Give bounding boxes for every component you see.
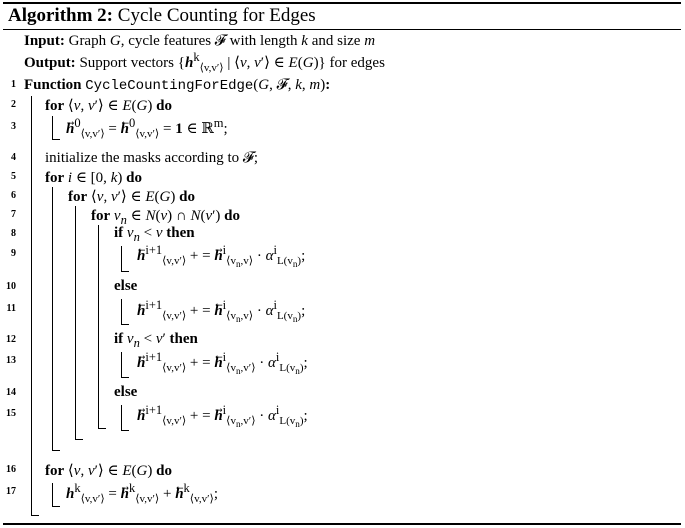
final-for-block-end (52, 506, 60, 507)
line-number: 12 (6, 334, 16, 345)
function-block-line (31, 96, 32, 516)
line-number: 9 (11, 248, 16, 259)
line-number: 16 (6, 464, 16, 475)
if-block-end-2 (121, 377, 129, 378)
if-block-end (121, 271, 129, 272)
line-number: 17 (6, 486, 16, 497)
else-block-line-2 (121, 405, 122, 431)
for-edge-block-line (75, 206, 76, 440)
code-line-7: for $v_n$ ∈ N(v) ∩ N(v′) do (91, 208, 241, 227)
function-block-end (31, 515, 39, 516)
title-rule (3, 29, 681, 30)
for-vn-block-line (98, 225, 99, 429)
line-number: 6 (11, 190, 16, 201)
code-line-14: else (114, 384, 138, 400)
else-block-end (121, 324, 129, 325)
line-number: 7 (11, 209, 16, 220)
if-block-line (121, 246, 122, 272)
if-block-line-2 (121, 352, 122, 378)
code-line-16: for ⟨v, v′⟩ ∈ E(G) do (45, 463, 172, 479)
input-label: Input: (24, 33, 65, 49)
code-line-3: $h^0_{⟨v,v'⟩} = h^0_{⟨v,v'⟩} = 1$ ∈ ℝ$^m$; (66, 116, 228, 140)
line-number: 2 (11, 99, 16, 110)
line-number: 10 (6, 281, 16, 292)
code-line-8: if $v_n < v$ then (114, 225, 195, 244)
line-number: 14 (6, 387, 16, 398)
line-number: 4 (11, 152, 16, 163)
code-line-5: for i ∈ [0, k) do (45, 170, 142, 186)
algorithm-title-label: Algorithm 2: (8, 5, 114, 26)
for-block-end (52, 139, 60, 140)
output-line (24, 50, 385, 74)
code-line-15: $h^{i+1}_{⟨v,v'⟩}$ + = $h^i_{⟨v_n,v'⟩} \cdot \alpha^i_{L(v_n)}$; (137, 403, 308, 430)
algorithm-title (8, 5, 316, 27)
line-number: 11 (6, 303, 16, 314)
input-line (24, 32, 375, 50)
line-number: 5 (11, 171, 16, 182)
for-i-block-line (52, 187, 53, 451)
for-i-block-end (52, 450, 60, 451)
else-block-end-2 (121, 430, 129, 431)
line-number: 15 (6, 408, 16, 419)
code-line-9: $h^{i+1}_{⟨v,v'⟩}$ + = $h^i_{⟨v_n,v⟩} \cdot \alpha^i_{L(v_n)}$; (137, 243, 306, 270)
code-line-1: Function CycleCountingForEdge(G, 𝓕, k, m): (24, 77, 331, 94)
line-number: 1 (11, 79, 16, 90)
output-text: Support vectors {$h^k_{⟨v,v'⟩}$ | ⟨v, v′⟩ ∈ E(G)} for edges (79, 50, 385, 74)
code-line-2: for ⟨v, v′⟩ ∈ E(G) do (45, 98, 172, 114)
output-label: Output: (24, 55, 76, 71)
code-line-13: $h^{i+1}_{⟨v,v'⟩}$ + = $h^i_{⟨v_n,v'⟩} \cdot \alpha^i_{L(v_n)}$; (137, 350, 308, 377)
input-text: Graph G, cycle features 𝓕 with length k and size m (68, 33, 376, 49)
for-vn-block-end (98, 428, 106, 429)
for-edge-block-end (75, 439, 83, 440)
else-block-line (121, 299, 122, 325)
final-for-block-line (52, 483, 53, 507)
for-block-line (52, 116, 53, 140)
bottom-rule (3, 523, 681, 525)
code-line-10: else (114, 278, 138, 294)
top-rule (3, 2, 681, 4)
algorithm-title-text: Cycle Counting for Edges (117, 5, 316, 26)
line-number: 3 (11, 121, 16, 132)
code-line-4: initialize the masks according to 𝓕; (45, 150, 259, 166)
code-line-6: for ⟨v, v′⟩ ∈ E(G) do (68, 189, 195, 205)
line-number: 8 (11, 228, 16, 239)
line-number: 13 (6, 355, 16, 366)
code-line-12: if $v_n < v'$ then (114, 331, 198, 350)
code-line-11: $h^{i+1}_{⟨v,v'⟩}$ + = $h^i_{⟨v_n,v⟩} \cdot \alpha^i_{L(v_n)}$; (137, 298, 306, 325)
code-line-17: $h^k_{⟨v,v'⟩} = h^k_{⟨v,v'⟩} + h^k_{⟨v,v'⟩}$; (66, 481, 218, 505)
